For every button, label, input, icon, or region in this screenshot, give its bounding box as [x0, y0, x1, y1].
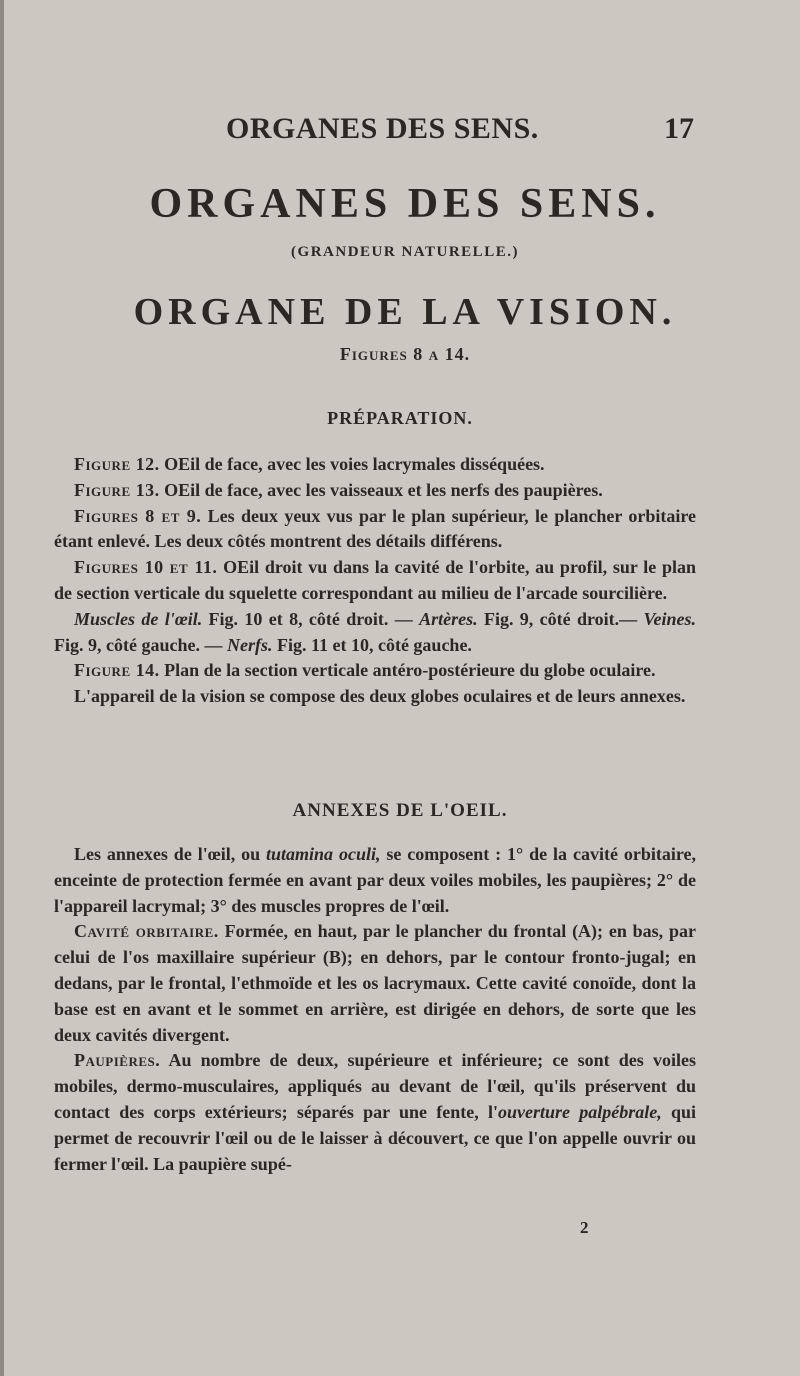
figure-14-label: Figure 14.: [74, 660, 160, 681]
annexes-heading: ANNEXES DE L'OEIL.: [292, 800, 508, 821]
nerfs-text: Fig. 11 et 10, côté gauche.: [272, 634, 472, 655]
paupieres-paragraph: [54, 1048, 696, 1177]
figure-13-paragraph: [54, 478, 696, 504]
signature-mark: 2: [580, 1218, 589, 1237]
running-title: ORGANES DES SENS.: [226, 112, 539, 145]
cavite-text: Formée, en haut, par le plancher du frontal (A); en bas, par celui de l'os maxillaire supérieur (B); en dehors, par le contour fronto-jugal; en dedans, par le frontal, l'ethmoïde et les os lacrymaux. Cette cavité conoïde, dont la base est en avant et le sommet en arrière, est dirigée en dehors, de sorte que les deux cavités divergent.: [54, 921, 696, 1045]
arteres-text: Fig. 9, côté droit.—: [477, 608, 644, 629]
paupieres-text-b: qui permet de recouvrir l'œil ou de le laisser à découvert, ce que l'on appelle ouvrir ou fermer l'œil. La paupière supé-: [54, 1101, 696, 1174]
annexes-text: [54, 842, 696, 1177]
intro-paragraph: L'appareil de la vision se compose des deux globes oculaires et de leurs annexes.: [74, 686, 686, 707]
figures-8-9-paragraph: [54, 504, 696, 556]
organ-title: ORGANE DE LA VISION.: [133, 291, 677, 333]
cavite-label: Cavité orbitaire.: [74, 921, 219, 942]
muscles-text: Fig. 10 et 8, côté droit. —: [202, 608, 420, 629]
figures-range: Figures 8 a 14.: [339, 344, 471, 364]
tutamina-term: tutamina oculi,: [266, 844, 381, 864]
muscles-label: Muscles de l'œil.: [74, 608, 203, 629]
nerfs-label: Nerfs.: [226, 634, 273, 655]
preparation-heading: PRÉPARATION.: [327, 408, 473, 428]
paupieres-label: Paupières.: [74, 1050, 161, 1071]
main-title: ORGANES DES SENS.: [149, 181, 661, 227]
annexes-paragraph: [54, 842, 696, 919]
paupieres-text-a: Au nombre de deux, supérieure et inférieure; ce sont des voiles mobiles, dermo-musculaires, appliqués au devant de l'œil, qu'ils préservent du contact des corps extérieurs; séparés par une fente, l': [54, 1050, 696, 1122]
figures-8-9-text: Les deux yeux vus par le plan supérieur, le plancher orbitaire étant enlevé. Les deux côtés montrent des détails différens.: [54, 505, 697, 552]
ouverture-term: ouverture palpébrale,: [497, 1101, 662, 1122]
parts-paragraph: [54, 607, 696, 659]
preparation-text: [54, 452, 696, 710]
figure-14-paragraph: [54, 658, 696, 684]
figures-8-9-label: Figures 8 et 9.: [74, 505, 202, 526]
page-number: 17: [664, 112, 694, 145]
arteres-label: Artères.: [419, 608, 478, 629]
annexes-text-a: Les annexes de l'œil, ou: [74, 844, 267, 864]
veines-label: Veines.: [643, 608, 697, 629]
subtitle: (GRANDEUR NATURELLE.): [291, 244, 519, 260]
running-header: [0, 112, 800, 152]
figures-10-11-label: Figures 10 et 11.: [74, 557, 218, 578]
cavite-paragraph: [54, 919, 696, 1048]
figures-10-11-text: OEil droit vu dans la cavité de l'orbite, au profil, sur le plan de section verticale du squelette correspondant au milieu de l'arcade sourcilière.: [54, 557, 696, 603]
figure-13-label: Figure 13.: [74, 479, 160, 500]
annexes-text-b: se composent : 1° de la cavité orbitaire, enceinte de protection fermée en avant par deux voiles mobiles, les paupières; 2° de l'appareil lacrymal; 3° des muscles propres de l'œil.: [54, 844, 696, 916]
figures-10-11-paragraph: [54, 555, 696, 607]
figure-12-label: Figure 12.: [74, 454, 160, 474]
figure-13-text: OEil de face, avec les vaisseaux et les nerfs des paupières.: [159, 479, 603, 500]
figure-12-text: OEil de face, avec les voies lacrymales disséquées.: [159, 454, 545, 474]
figure-14-text: Plan de la section verticale antéro-postérieure du globe oculaire.: [159, 660, 656, 681]
figure-12-paragraph: [54, 452, 696, 478]
veines-text: Fig. 9, côté gauche. —: [54, 634, 227, 655]
